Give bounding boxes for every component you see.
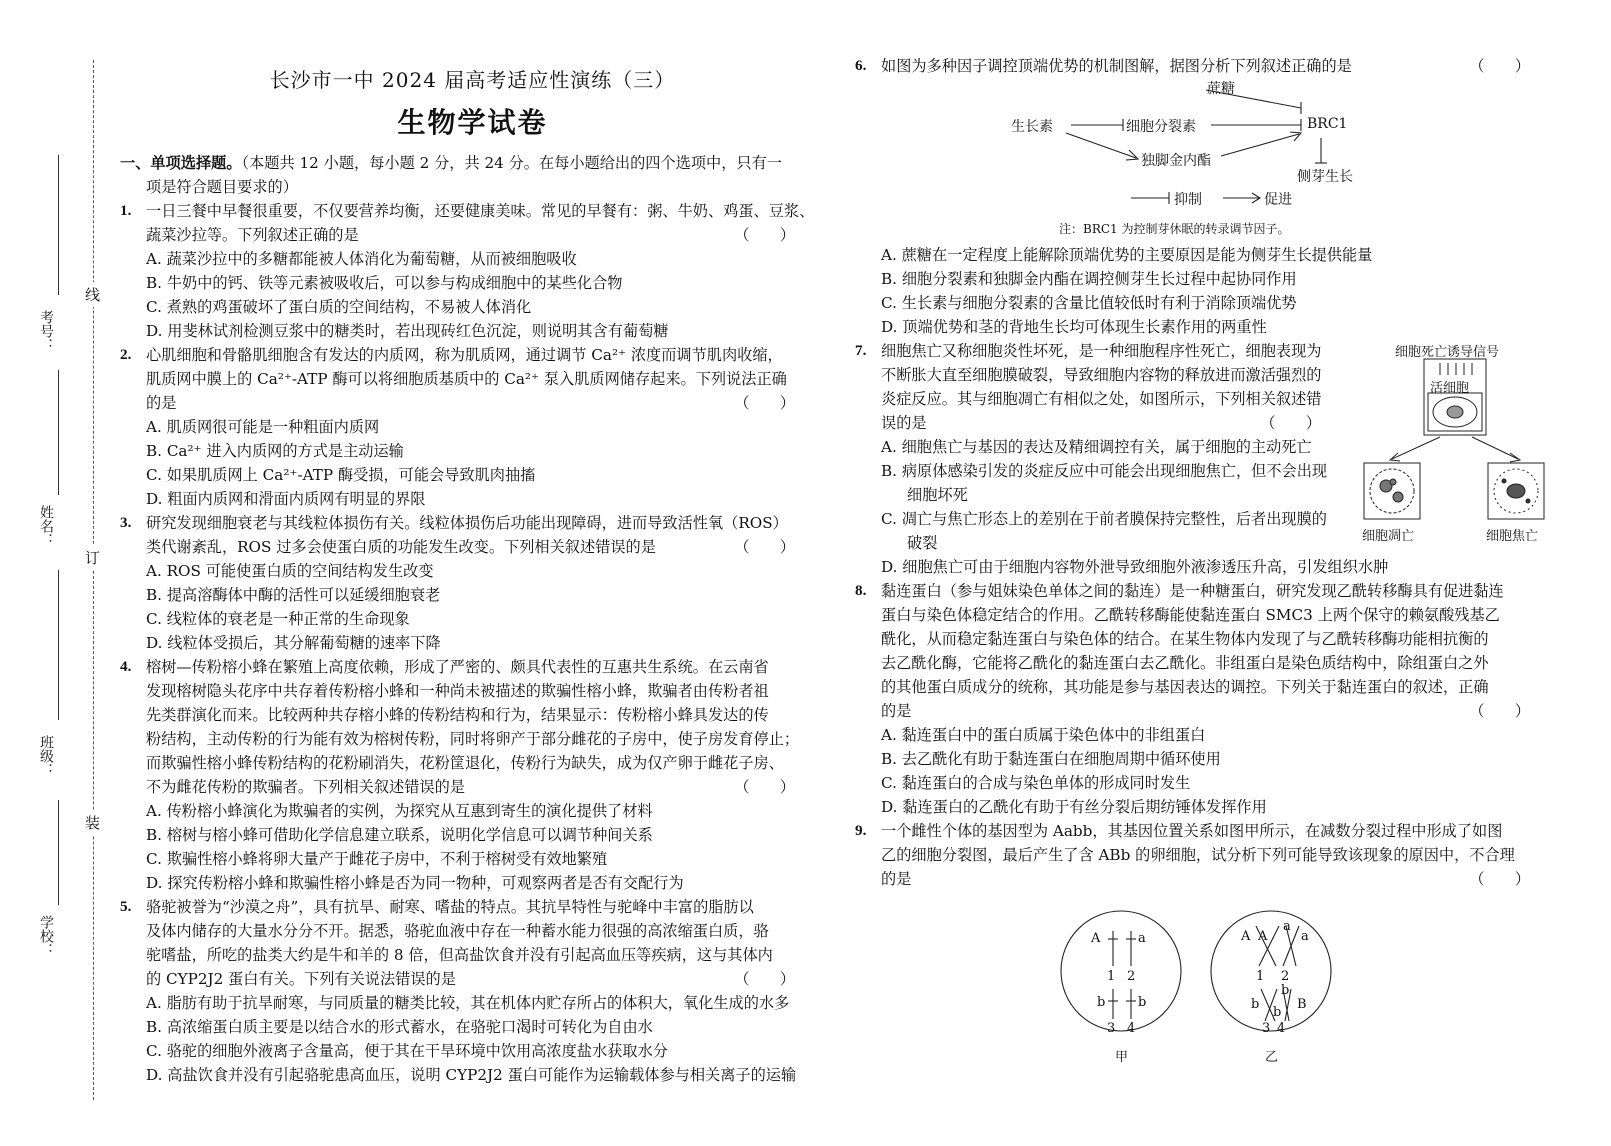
binding-word-xian: 线 bbox=[85, 282, 100, 307]
question-stem: 炎症反应。其与细胞凋亡有相似之处，如图所示，下列相关叙述错 bbox=[881, 390, 1322, 408]
option-a: A. 蔬菜沙拉中的多糖都能被人体消化为葡萄糖，从而被细胞吸收 bbox=[146, 250, 577, 268]
answer-blank: （ ） bbox=[734, 970, 795, 988]
label-yi: 乙 bbox=[1265, 1050, 1279, 1065]
option-b: B. 去乙酰化有助于黏连蛋白在细胞周期中循环使用 bbox=[881, 750, 1221, 768]
question-stem: 榕树—传粉榕小蜂在繁殖上高度依赖，形成了严密的、颇具代表性的互惠共生系统。在云南省 bbox=[146, 658, 769, 676]
option-a: A. ROS 可能使蛋白质的空间结构发生改变 bbox=[146, 562, 434, 580]
option-a: A. 肌质网很可能是一种粗面内质网 bbox=[146, 418, 380, 436]
option-c: C. 煮熟的鸡蛋破坏了蛋白质的空间结构，不易被人体消化 bbox=[146, 298, 532, 316]
diagram-arrows bbox=[1011, 78, 1431, 243]
question-number: 9. bbox=[855, 822, 867, 839]
binding-margin bbox=[0, 0, 110, 1146]
option-b: B. 细胞分裂素和独脚金内酯在调控侧芽生长过程中起协同作用 bbox=[881, 270, 1297, 288]
label-death-signal: 细胞死亡诱导信号 bbox=[1395, 345, 1500, 360]
exam-school-title: 长沙市一中 2024 届高考适应性演练（三） bbox=[269, 68, 676, 92]
left-column bbox=[120, 0, 825, 1087]
num-4-jia: 4 bbox=[1127, 1021, 1136, 1036]
exam-subject-title: 生物学试卷 bbox=[397, 106, 548, 139]
apical-dominance-diagram bbox=[1011, 78, 1431, 243]
question-6 bbox=[855, 54, 1560, 339]
label-brc1: BRC1 bbox=[1307, 116, 1348, 132]
question-number: 1. bbox=[120, 202, 132, 219]
question-stem: 一日三餐中早餐很重要，不仅要营养均衡，还要健康美味。常见的早餐有：粥、牛奶、鸡蛋、豆浆、 bbox=[146, 202, 815, 220]
binding-word-ding: 订 bbox=[85, 545, 100, 570]
option-a: A. 黏连蛋白中的蛋白质属于染色体中的非组蛋白 bbox=[881, 726, 1206, 744]
question-stem: 蔬菜沙拉等。下列叙述正确的是 bbox=[146, 226, 359, 244]
question-stem: 乙的细胞分裂图，最后产生了含 ABb 的卵细胞，试分析下列可能导致该现象的原因中，不合理 bbox=[881, 846, 1515, 864]
name-line bbox=[58, 370, 59, 495]
question-stem: 细胞焦亡又称细胞炎性坏死，是一种细胞程序性死亡，细胞表现为 bbox=[881, 342, 1322, 360]
question-stem: 的是 bbox=[146, 394, 177, 412]
option-b: B. 牛奶中的钙、铁等元素被吸收后，可以参与构成细胞中的某些化合物 bbox=[146, 274, 623, 292]
answer-blank: （ ） bbox=[734, 226, 795, 244]
cell-death-drawing bbox=[1360, 341, 1550, 541]
question-stem: 蛋白与染色体稳定结合的作用。乙酰转移酶能使黏连蛋白 SMC3 上两个保守的赖氨酸残基乙 bbox=[881, 606, 1500, 624]
question-stem: 的是 bbox=[881, 870, 912, 888]
exam-number-label: 考号： bbox=[38, 310, 54, 352]
option-b: B. Ca²⁺ 进入内质网的方式是主动运输 bbox=[146, 442, 404, 460]
option-b-cont: 细胞坏死 bbox=[907, 486, 968, 504]
option-c: C. 骆驼的细胞外液离子含量高，便于其在干旱环境中饮用高浓度盐水获取水分 bbox=[146, 1042, 668, 1060]
option-c-cont: 破裂 bbox=[907, 534, 938, 552]
meiosis-drawing bbox=[1051, 891, 1371, 1066]
school-line bbox=[58, 800, 59, 905]
meiosis-diagram bbox=[1051, 891, 1371, 1091]
question-number: 8. bbox=[855, 582, 867, 599]
question-2 bbox=[120, 343, 825, 511]
option-d: D. 探究传粉榕小蜂和欺骗性榕小蜂是否为同一物种，可观察两者是否有交配行为 bbox=[146, 874, 684, 892]
question-stem: 粉结构，主动传粉的行为能有效为榕树传粉，同时将卵产于部分雌花的子房中，使子房发育停止； bbox=[146, 730, 800, 748]
question-stem: 而欺骗性榕小蜂传粉结构的花粉刷消失，花粉筐退化，传粉行为缺失，成为仅产卵于雌花子房、 bbox=[146, 754, 784, 772]
option-a: A. 脂肪有助于抗旱耐寒，与同质量的糖类比较，其在机体内贮存所占的体积大，氧化生成的水多 bbox=[146, 994, 790, 1012]
question-number: 2. bbox=[120, 346, 132, 363]
option-d: D. 细胞焦亡可由于细胞内容物外泄导致细胞外液渗透压升高，引发组织水肿 bbox=[881, 558, 1389, 576]
question-9 bbox=[855, 819, 1560, 1091]
name-label: 姓名： bbox=[38, 505, 54, 547]
question-stem: 去乙酰化酶，它能将乙酰化的黏连蛋白去乙酰化。非组蛋白是染色质结构中，除组蛋白之外 bbox=[881, 654, 1489, 672]
diagram-note: 注：BRC1 为控制芽休眠的转录调节因子。 bbox=[1059, 222, 1290, 236]
answer-blank: （ ） bbox=[734, 538, 795, 556]
section-header bbox=[120, 151, 825, 199]
legend-inhibit: 抑制 bbox=[1174, 192, 1202, 208]
question-stem: 发现榕树隐头花序中共存着传粉榕小蜂和一种尚未被描述的欺骗性榕小蜂，欺骗者由传粉者祖 bbox=[146, 682, 769, 700]
gene-a-yi-2: a bbox=[1301, 929, 1309, 944]
label-apoptosis: 细胞凋亡 bbox=[1362, 529, 1415, 544]
option-c: C. 凋亡与焦亡形态上的差别在于前者膜保持完整性，后者出现膜的 bbox=[881, 510, 1327, 528]
option-d: D. 粗面内质网和滑面内质网有明显的界限 bbox=[146, 490, 426, 508]
option-b: B. 提高溶酶体中酶的活性可以延缓细胞衰老 bbox=[146, 586, 441, 604]
gene-A-yi-2: A bbox=[1258, 929, 1268, 944]
question-stem: 不断胀大直至细胞膜破裂，导致细胞内容物的释放进而激活强烈的 bbox=[881, 366, 1322, 384]
label-strigolactone: 独脚金内酯 bbox=[1141, 153, 1211, 169]
question-stem: 及体内储存的大量水分分不开。据悉，骆驼血液中存在一种蓄水能力很强的高浓缩蛋白质，骆 bbox=[146, 922, 769, 940]
exam-number-line bbox=[58, 155, 59, 295]
question-5 bbox=[120, 895, 825, 1087]
option-c: C. 生长素与细胞分裂素的含量比值较低时有利于消除顶端优势 bbox=[881, 294, 1297, 312]
answer-blank: （ ） bbox=[1260, 414, 1321, 432]
gene-A-jia: A bbox=[1091, 931, 1101, 946]
option-d: D. 顶端优势和茎的背地生长均可体现生长素作用的两重性 bbox=[881, 318, 1267, 336]
answer-blank: （ ） bbox=[734, 778, 795, 796]
question-stem: 的 CYP2J2 蛋白有关。下列有关说法错误的是 bbox=[146, 970, 456, 988]
option-a: A. 传粉榕小蜂演化为欺骗者的实例，为探究从互惠到寄生的演化提供了材料 bbox=[146, 802, 653, 820]
question-stem: 骆驼被誉为“沙漠之舟”，具有抗旱、耐寒、嗜盐的特点。其抗旱特性与驼峰中丰富的脂肪以 bbox=[146, 898, 754, 916]
class-label: 班级： bbox=[38, 735, 54, 777]
binding-dashed-line bbox=[93, 60, 94, 1100]
option-d: D. 高盐饮食并没有引起骆驼患高血压，说明 CYP2J2 蛋白可能作为运输载体参与相关离子的运输 bbox=[146, 1066, 797, 1084]
question-stem: 不为雌花传粉的欺骗者。下列相关叙述错误的是 bbox=[146, 778, 465, 796]
question-number: 7. bbox=[855, 342, 867, 359]
num-3-jia: 3 bbox=[1107, 1021, 1116, 1036]
question-stem: 心肌细胞和骨骼肌细胞含有发达的内质网，称为肌质网，通过调节 Ca²⁺ 浓度而调节肌肉收缩， bbox=[146, 346, 783, 364]
label-sucrose: 蔗糖 bbox=[1207, 81, 1235, 97]
label-live-cell: 活细胞 bbox=[1430, 381, 1470, 396]
binding-word-zhuang: 装 bbox=[85, 810, 100, 835]
question-stem: 酰化，从而稳定黏连蛋白与染色体的结合。在某生物体内发现了与乙酰转移酶功能相抗衡的 bbox=[881, 630, 1489, 648]
question-stem: 驼嗜盐，所吃的盐类大约是牛和羊的 8 倍，但高盐饮食并没有引起高血压等疾病，这与其体内 bbox=[146, 946, 773, 964]
question-stem: 研究发现细胞衰老与其线粒体损伤有关。线粒体损伤后功能出现障碍，进而导致活性氧（ROS） bbox=[146, 514, 788, 532]
question-7 bbox=[855, 339, 1560, 579]
num-1-yi: 1 bbox=[1256, 969, 1265, 984]
option-d: D. 黏连蛋白的乙酰化有助于有丝分裂后期纺锤体发挥作用 bbox=[881, 798, 1267, 816]
num-2-yi: 2 bbox=[1281, 969, 1290, 984]
question-8 bbox=[855, 579, 1560, 819]
gene-A-yi-1: A bbox=[1241, 929, 1251, 944]
answer-blank: （ ） bbox=[1469, 702, 1530, 720]
question-stem: 误的是 bbox=[881, 414, 927, 432]
option-d: D. 用斐林试剂检测豆浆中的糖类时，若出现砖红色沉淀，则说明其含有葡萄糖 bbox=[146, 322, 669, 340]
option-a: A. 蔗糖在一定程度上能解除顶端优势的主要原因是能为侧芽生长提供能量 bbox=[881, 246, 1373, 264]
question-number: 3. bbox=[120, 514, 132, 531]
question-stem: 类代谢紊乱，ROS 过多会使蛋白质的功能发生改变。下列相关叙述错误的是 bbox=[146, 538, 656, 556]
question-1 bbox=[120, 199, 825, 343]
label-pyroptosis: 细胞焦亡 bbox=[1486, 529, 1539, 544]
question-stem: 的是 bbox=[881, 702, 912, 720]
question-number: 6. bbox=[855, 57, 867, 74]
option-c: C. 线粒体的衰老是一种正常的生命现象 bbox=[146, 610, 410, 628]
answer-blank: （ ） bbox=[734, 394, 795, 412]
gene-b-yi-1: b bbox=[1251, 997, 1260, 1012]
gene-b-yi-top: b bbox=[1281, 983, 1290, 998]
num-4-yi: 4 bbox=[1277, 1021, 1286, 1036]
gene-b-yi-2: b bbox=[1273, 1005, 1282, 1020]
option-a: A. 细胞焦亡与基因的表达及精细调控有关，属于细胞的主动死亡 bbox=[881, 438, 1312, 456]
gene-B-yi: B bbox=[1297, 997, 1307, 1012]
question-stem: 先类群演化而来。比较两种共存榕小蜂的传粉结构和行为，结果显示：传粉榕小蜂具发达的传 bbox=[146, 706, 769, 724]
question-number: 4. bbox=[120, 658, 132, 675]
option-c: C. 欺骗性榕小蜂将卵大量产于雌花子房中，不利于榕树受有效地繁殖 bbox=[146, 850, 608, 868]
gene-b-jia-4: b bbox=[1138, 995, 1147, 1010]
option-d: D. 线粒体受损后，其分解葡萄糖的速率下降 bbox=[146, 634, 441, 652]
num-1-jia: 1 bbox=[1107, 969, 1116, 984]
label-auxin: 生长素 bbox=[1011, 119, 1053, 135]
answer-blank: （ ） bbox=[1469, 870, 1530, 888]
label-cytokinin: 细胞分裂素 bbox=[1126, 119, 1196, 135]
option-c: C. 黏连蛋白的合成与染色单体的形成同时发生 bbox=[881, 774, 1191, 792]
option-b: B. 高浓缩蛋白质主要是以结合水的形式蓄水，在骆驼口渴时可转化为自由水 bbox=[146, 1018, 653, 1036]
question-stem: 的其他蛋白质成分的统称，其功能是参与基因表达的调控。下列关于黏连蛋白的叙述，正确 bbox=[881, 678, 1489, 696]
cell-death-figure bbox=[1360, 341, 1550, 551]
section-desc-1: （本题共 12 小题，每小题 2 分，共 24 分。在每小题给出的四个选项中，只有一 bbox=[241, 154, 782, 172]
num-3-yi: 3 bbox=[1262, 1021, 1271, 1036]
question-4 bbox=[120, 655, 825, 895]
label-lateral-bud: 侧芽生长 bbox=[1297, 169, 1353, 185]
question-3 bbox=[120, 511, 825, 655]
right-column bbox=[855, 54, 1560, 1091]
school-label: 学校： bbox=[38, 915, 54, 957]
answer-blank: （ ） bbox=[1469, 57, 1530, 75]
question-stem: 肌质网中膜上的 Ca²⁺-ATP 酶可以将细胞质基质中的 Ca²⁺ 泵入肌质网储存起来。下列说法正确 bbox=[146, 370, 787, 388]
gene-a-yi-1: a bbox=[1283, 919, 1291, 934]
question-stem: 一个雌性个体的基因型为 Aabb，其基因位置关系如图甲所示，在减数分裂过程中形成了如图 bbox=[881, 822, 1503, 840]
section-title: 一、单项选择题。 bbox=[120, 154, 242, 172]
question-stem: 黏连蛋白（参与姐妹染色单体之间的黏连）是一种糖蛋白，研究发现乙酰转移酶具有促进黏连 bbox=[881, 582, 1504, 600]
option-b: B. 榕树与榕小蜂可借助化学信息建立联系，说明化学信息可以调节种间关系 bbox=[146, 826, 653, 844]
label-jia: 甲 bbox=[1115, 1050, 1129, 1065]
legend-promote: 促进 bbox=[1264, 192, 1292, 208]
section-desc-2: 项是符合题目要求的） bbox=[146, 178, 298, 196]
option-c: C. 如果肌质网上 Ca²⁺-ATP 酶受损，可能会导致肌肉抽搐 bbox=[146, 466, 536, 484]
num-2-jia: 2 bbox=[1127, 969, 1136, 984]
class-line bbox=[58, 570, 59, 720]
gene-a-jia: a bbox=[1138, 931, 1146, 946]
gene-b-jia-3: b bbox=[1097, 995, 1106, 1010]
question-stem: 如图为多种因子调控顶端优势的机制图解，据图分析下列叙述正确的是 bbox=[881, 57, 1352, 75]
question-number: 5. bbox=[120, 898, 132, 915]
option-b: B. 病原体感染引发的炎症反应中可能会出现细胞焦亡，但不会出现 bbox=[881, 462, 1328, 480]
